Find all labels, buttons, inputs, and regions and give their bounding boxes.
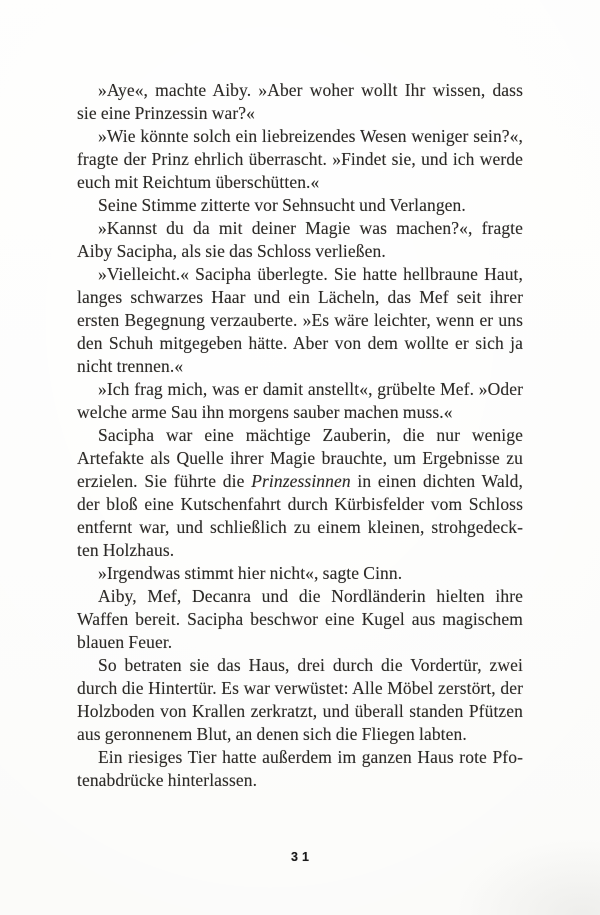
text-line: So betraten sie das Haus, drei durch die Vordertür, zwei (98, 655, 523, 675)
text-line: aus geronnenem Blut, an denen sich die Fliegen labten. (77, 724, 467, 744)
text-line: blauen Feuer. (77, 632, 173, 652)
page-number: 31 (291, 850, 313, 864)
text-line: tenabdrücke hinterlassen. (77, 770, 258, 790)
text-line: »Aye«, machte Aiby. »Aber woher wollt Ihr wissen, dass (98, 80, 523, 100)
text-line: Seine Stimme zitterte vor Sehnsucht und Verlangen. (98, 195, 466, 215)
text-line: langes schwarzes Haar und ein Lächeln, das Mef seit ihrer (77, 287, 523, 307)
text-line: »Wie könnte solch ein liebreizendes Wesen weniger sein?«, (98, 126, 523, 146)
text-line: »Vielleicht.« Sacipha überlegte. Sie hatte hellbraune Haut, (98, 264, 523, 284)
text-line: durch die Hintertür. Es war verwüstet: Alle Möbel zerstört, der (77, 678, 523, 698)
text-line: ersten Begegnung verzauberte. »Es wäre leichter, wenn er uns (77, 310, 523, 330)
text-line: sie eine Prinzessin war?« (77, 103, 256, 123)
text-line: »Ich frag mich, was er damit anstellt«, grübelte Mef. »Oder (98, 379, 523, 399)
text-line: Artefakte als Quelle ihrer Magie brauchte, um Ergebnisse zu (77, 448, 523, 468)
text-line: Holzboden von Krallen zerkratzt, und überall standen Pfützen (77, 701, 523, 721)
text-line: »Irgendwas stimmt hier nicht«, sagte Cinn. (98, 563, 403, 583)
text-line: nicht trennen.« (77, 356, 184, 376)
text-line: den Schuh mitgegeben hätte. Aber von dem wollte er sich ja (77, 333, 523, 353)
text-line: Waffen bereit. Sacipha beschwor eine Kugel aus magischem (77, 609, 523, 629)
text-line: Aiby, Mef, Decanra und die Nordländerin hielten ihre (98, 586, 523, 606)
text-line: euch mit Reichtum überschütten.« (77, 172, 320, 192)
text-line: »Kannst du da mit deiner Magie was machen?«, fragte (98, 218, 523, 238)
text-line: Sacipha war eine mächtige Zauberin, die nur wenige (98, 425, 523, 445)
text-line: entfernt war, und schließlich zu einem kleinen, strohgedeck- (77, 517, 523, 537)
text-line: ten Holzhaus. (77, 540, 175, 560)
text-line: welche arme Sau ihn morgens sauber machen muss.« (77, 402, 453, 422)
text-block (77, 79, 523, 792)
italic-text: Prinzessinnen (251, 471, 351, 491)
text-line: der bloß eine Kutschenfahrt durch Kürbisfelder vom Schloss (77, 494, 523, 514)
text-line: fragte der Prinz ehrlich überrascht. »Findet sie, und ich werde (77, 149, 523, 169)
text-line: Ein riesiges Tier hatte außerdem im ganzen Haus rote Pfo- (98, 747, 523, 767)
text-line: erzielen. Sie führte die Prinzessinnen in einen dichten Wald, (77, 471, 523, 491)
text-line: Aiby Sacipha, als sie das Schloss verließen. (77, 241, 386, 261)
